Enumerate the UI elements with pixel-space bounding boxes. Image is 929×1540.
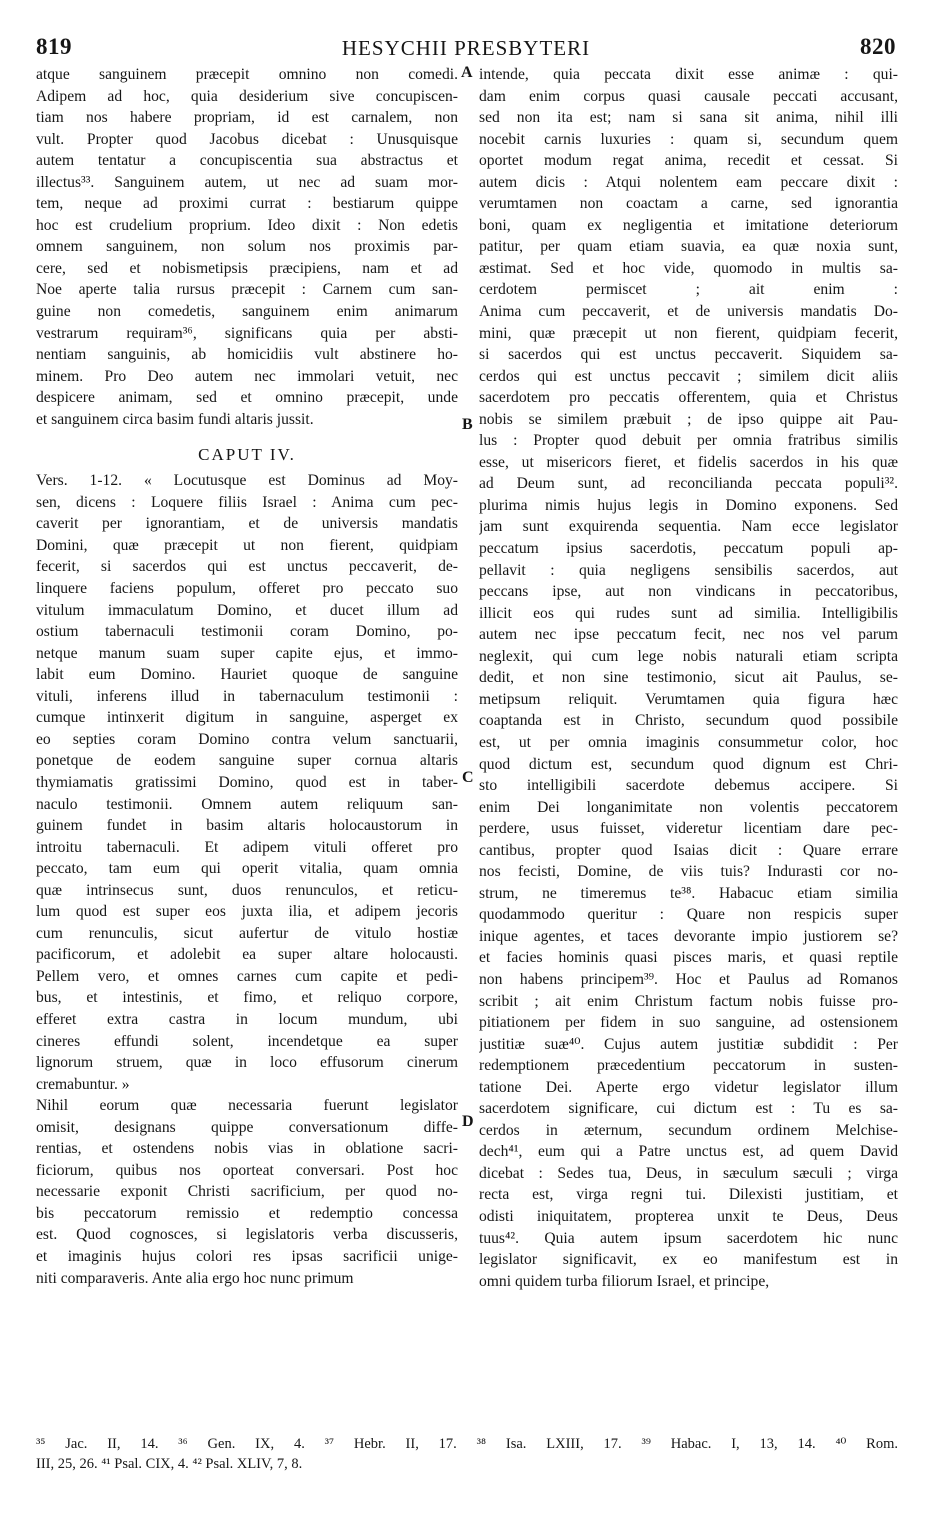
running-title: HESYCHII PRESBYTERI — [341, 36, 591, 60]
page-number-right: 820 — [860, 34, 896, 59]
text-line: lignorum struem, quæ in loco effusorum cinerum — [36, 1054, 458, 1072]
text-line: inique agentes, et taces devorante impio justiorem se? — [479, 927, 898, 945]
page-number-left: 819 — [36, 34, 72, 59]
text-line: Vers. 1-12. « Locutusque est Dominus ad Moy- — [36, 472, 458, 490]
text-line: Anima cum peccaverit, et de universis mandatis Do- — [479, 303, 898, 321]
text-line: cerdos qui est unctus peccavit ; similem dicit aliis — [479, 367, 898, 385]
text-line: thymiamatis gratissimi Domino, quod est in taber- — [36, 773, 458, 791]
text-line: ponetque de eodem sanguine super cornua altaris — [36, 752, 458, 770]
text-line: minem. Pro Deo autem nec immolari vetuit, nec — [36, 367, 458, 385]
text-line: est. Quod cognosces, si legislatoris verba discusseris, — [36, 1226, 458, 1244]
text-line: cremabuntur. » — [36, 1075, 130, 1093]
text-line: est, ut per omnia imaginis consummetur color, hoc — [479, 733, 898, 751]
text-line: tiam nos habere propriam, id est carnalem, non — [36, 109, 458, 127]
text-line: illicit eos qui rudes sunt ad similia. Intelligibilis — [479, 604, 898, 622]
text-line: tatione Dei. Aperte ergo videtur legislator illum — [479, 1078, 898, 1096]
text-line: ostium tabernaculi testimonii coram Domino, po- — [36, 623, 458, 641]
text-line: naculo testimonii. Omnem autem reliquum san- — [36, 795, 458, 813]
text-line: vituli, inferens illud in tabernaculum testimonii : — [36, 687, 458, 705]
text-line: patitur, per quam etiam suavia, ea quæ noxia sunt, — [479, 238, 898, 256]
text-line: cumque intinxerit digitum in sanguine, asperget ex — [36, 709, 458, 727]
text-line: autem nec ipse peccatum fecit, nec nos vel parum — [479, 626, 898, 644]
text-line: bis peccatorum remissio et redemptio concessa — [36, 1204, 458, 1222]
spacer — [36, 430, 458, 440]
text-line: autem dicis : Atqui nolentem eam peccare dixit : — [479, 173, 898, 191]
scripture-passage — [36, 470, 458, 1095]
text-line: labit eum Domino. Hauriet quoque de sanguine — [36, 666, 458, 684]
text-line: lum quod est super eos juxta ilia, et adipem jecoris — [36, 903, 458, 921]
text-line: neglexit, qui cum lege nobis naturali etiam scripta — [479, 647, 898, 665]
right-column — [479, 64, 898, 1292]
left-column — [36, 64, 458, 1289]
text-line: Noe aperte talia rursus præcepit : Carnem cum san- — [36, 281, 458, 299]
footnote-line: III, 25, 26. ⁴¹ Psal. CIX, 4. ⁴² Psal. XLIV, 7, 8. — [36, 1456, 303, 1472]
text-line: guine non comedetis, sanguinem enim animarum — [36, 303, 458, 321]
text-line: cerdotem permiscet ; ait enim : — [479, 281, 898, 299]
text-line: illectus³³. Sanguinem autem, ut nec ad suam mor- — [36, 173, 458, 191]
text-line: dicebat : Sedes tua, Deus, in sæculum sæculi ; virga — [479, 1164, 898, 1182]
text-line: ad Deum sunt, ad reconcilianda peccata populi³². — [479, 475, 898, 493]
text-line: peccans ipse, aut non vindicans in peccatoribus, — [479, 583, 898, 601]
text-line: niti comparaveris. Ante alia ergo hoc nunc primum — [36, 1269, 354, 1287]
text-line: cum renunculis, sicut aufertur de vitulo hostiæ — [36, 924, 458, 942]
text-line: cantibus, propter quod Isaias dicit : Quare errare — [479, 841, 898, 859]
text-line: quod dictum est, secundum quod dignum est Chri- — [479, 755, 898, 773]
margin-marker-a: A — [461, 64, 473, 81]
text-line: coaptanda est in Christo, secundum quod possibile — [479, 712, 898, 730]
text-line: Domini, quæ præcepit ut non fierent, quidpiam — [36, 536, 458, 554]
text-line: esse, ut misericors fieret, et fidelis sacerdos in his quæ — [479, 453, 898, 471]
text-line: bus, et intestinis, et fimo, et reliquo corpore, — [36, 989, 458, 1007]
text-line: æstimat. Sed et hoc vide, quomodo in multis sa- — [479, 259, 898, 277]
text-line: nobis se similem præbuit ; de ipso quippe ait Pau- — [479, 410, 898, 428]
text-line: linquere faciens populum, offeret pro peccato suo — [36, 580, 458, 598]
text-line: sen, dicens : Loquere filiis Israel : Anima cum pec- — [36, 493, 458, 511]
margin-marker-d: D — [462, 1113, 474, 1130]
text-line: tuus⁴². Quia autem ipsum sacerdotem hic nunc — [479, 1229, 898, 1247]
text-line: nentiam sanguinis, ab homicidiis vult abstinere ho- — [36, 346, 458, 364]
text-line: strum, ne timeremus te³⁸. Habacuc etiam similia — [479, 884, 898, 902]
text-line: Nihil eorum quæ necessaria fuerunt legislator — [36, 1097, 458, 1115]
text-line: omisit, designans quippe conversationum diffe- — [36, 1118, 458, 1136]
text-line: vitulum immaculatum Domino, et ducet illum ad — [36, 601, 458, 619]
text-line: non habens principem³⁹. Hoc et Paulus ad Romanos — [479, 970, 898, 988]
text-line: vestrarum requiram³⁶, significans quia per absti- — [36, 324, 458, 342]
text-line: Pellem vero, et omnes carnes cum capite et pedi- — [36, 967, 458, 985]
text-line: et imaginis hujus colori res ipsas sacrificii unige- — [36, 1247, 458, 1265]
margin-marker-c: C — [462, 769, 474, 786]
text-line: cere, sed et nobismetipsis præcipiens, nam et ad — [36, 259, 458, 277]
text-line: boni, quam ex negligentia et imitatione deteriorum — [479, 216, 898, 234]
text-line: verumtamen non coactam a carne, sed ignorantia — [479, 195, 898, 213]
text-line: peccato, tam eum qui operit vitalia, quam omnia — [36, 860, 458, 878]
text-line: sacerdotem pro peccatis offerentem, quia et Christus — [479, 389, 898, 407]
text-line: necessarie exponit Christi sacrificium, per quod no- — [36, 1183, 458, 1201]
text-line: guinem fundet in basim altaris holocaustorum in — [36, 817, 458, 835]
margin-marker-b: B — [462, 416, 473, 433]
text-line: Adipem ad hoc, quia desiderium sive concupiscen- — [36, 87, 458, 105]
chapter-heading: CAPUT IV. — [198, 445, 296, 465]
text-line: pellavit : quia negligens sensibilis sacerdos, aut — [479, 561, 898, 579]
text-line: lus : Propter quod debuit per omnia fratribus similis — [479, 432, 898, 450]
text-line: dech⁴¹, eum qui a Patre unctus est, ad quem David — [479, 1143, 898, 1161]
text-line: si sacerdos qui est unctus peccaverit. Siquidem sa- — [479, 346, 898, 364]
text-line: mini, quæ præcepit ut non fierent, quidpiam fecerit, — [479, 324, 898, 342]
text-line: intende, quia peccata dixit esse animæ : qui- — [479, 66, 898, 83]
text-line: plurima nimis hujus legis in Domino exponens. Sed — [479, 496, 898, 514]
text-line: et facies hominis quasi pisces maris, et quasi reptile — [479, 949, 898, 967]
text-line: et sanguinem circa basim fundi altaris jussit. — [36, 410, 314, 428]
text-line: oportet modum regat anima, recedit et cessat. Si — [479, 152, 898, 170]
text-line: dedit, et non sine testimonio, sicut ait Paulus, se- — [479, 669, 898, 687]
text-line: despicere animam, sed et omnino præcepit, unde — [36, 389, 458, 407]
text-line: pacificorum, et adolebit ea super altare holocausti. — [36, 946, 458, 964]
text-line: recta est, virga regni tui. Dilexisti justitiam, et — [479, 1186, 898, 1204]
commentary-top — [36, 64, 458, 430]
text-line: introitu tabernaculi. Et adipem vituli offeret pro — [36, 838, 458, 856]
text-line: netque manum suam super capite ejus, et immo- — [36, 644, 458, 662]
text-line: cineres effundi solent, incendetque ea super — [36, 1032, 458, 1050]
text-line: omni quidem turba filiorum Israel, et principe, — [479, 1272, 770, 1290]
text-line: efferet extra castra in locum mundum, ubi — [36, 1010, 458, 1028]
text-line: legislator significavit, ex eo manifestum est in — [479, 1251, 898, 1269]
text-line: caverit per ignorantiam, et de universis mandatis — [36, 515, 458, 533]
text-line: justitiæ suæ⁴⁰. Cujus autem justitiæ subdidit : Per — [479, 1035, 898, 1053]
text-line: odisti iniquitatem, propterea unxit te Deus, Deus — [479, 1207, 898, 1225]
text-line: hoc est crudelium proprium. Ideo dixit : Non edetis — [36, 216, 458, 234]
running-head — [36, 34, 896, 60]
commentary-continued — [36, 1095, 458, 1289]
text-line: scribit ; ait enim Christum factum nobis fuisse pro- — [479, 992, 898, 1010]
text-line: ficiorum, quibus nos oporteat conversari. Post hoc — [36, 1161, 458, 1179]
text-line: dam enim corpus quasi causale peccati accusant, — [479, 87, 898, 105]
footnote-line: ³⁵ Jac. II, 14. ³⁶ Gen. IX, 4. ³⁷ Hebr. II, 17. ³⁸ Isa. LXIII, 17. ³⁹ Habac. I, 13, 14. ⁴⁰ Rom. — [36, 1436, 898, 1452]
footnotes — [36, 1434, 898, 1474]
commentary-right — [479, 64, 898, 1292]
text-line: omnem sanguinem, non solum nos proximis par- — [36, 238, 458, 256]
text-line: pitiationem per fidem in suo sanguine, ad ostensionem — [479, 1014, 898, 1032]
text-line: quodammodo queritur : Quare non respicis super — [479, 906, 898, 924]
text-line: fecerit, si sacerdos qui est unctus peccaverit, de- — [36, 558, 458, 576]
text-line: autem tentatur a concupiscentia sua abstractus et — [36, 152, 458, 170]
text-line: vult. Propter quod Jacobus dicebat : Unusquisque — [36, 130, 458, 148]
text-line: sacerdotem significare, cui dictum est : Tu es sa- — [479, 1100, 898, 1118]
text-line: jam sunt exquirenda sequentia. Nam ecce legislator — [479, 518, 898, 536]
text-line: eo septies coram Domino contra velum sanctuarii, — [36, 730, 458, 748]
text-line: tem, neque ad proximi currat : bestiarum quippe — [36, 195, 458, 213]
text-line: peccatum ipsius sacerdotis, peccatum populi ap- — [479, 540, 898, 558]
text-line: perdere, usus fuisset, videretur licentiam dare pec- — [479, 820, 898, 838]
text-line: metipsum reliquit. Verumtamen quia figura hæc — [479, 690, 898, 708]
text-line: sto intelligibili sacerdote debemus accipere. Si — [479, 777, 898, 795]
text-line: nos fecisti, Domine, de viis tuis? Indurasti cor no- — [479, 863, 898, 881]
text-line: redemptionem præcedentium peccatorum in susten- — [479, 1057, 898, 1075]
text-line: nocebit carnis luxuries : quam si, secundum quem — [479, 130, 898, 148]
text-line: cerdos in æternum, secundum ordinem Melchise- — [479, 1121, 898, 1139]
text-line: quæ intrinsecus sunt, duos renunculos, et reticu- — [36, 881, 458, 899]
text-line: enim Dei longanimitate non volentis peccatorem — [479, 798, 898, 816]
text-line: rentias, et ostendens nobis vias in oblatione sacri- — [36, 1140, 458, 1158]
text-line: sed non ita est; nam si sana sit anima, nihil illi — [479, 109, 898, 127]
text-line: atque sanguinem præcepit omnino non comedi. — [36, 66, 458, 83]
